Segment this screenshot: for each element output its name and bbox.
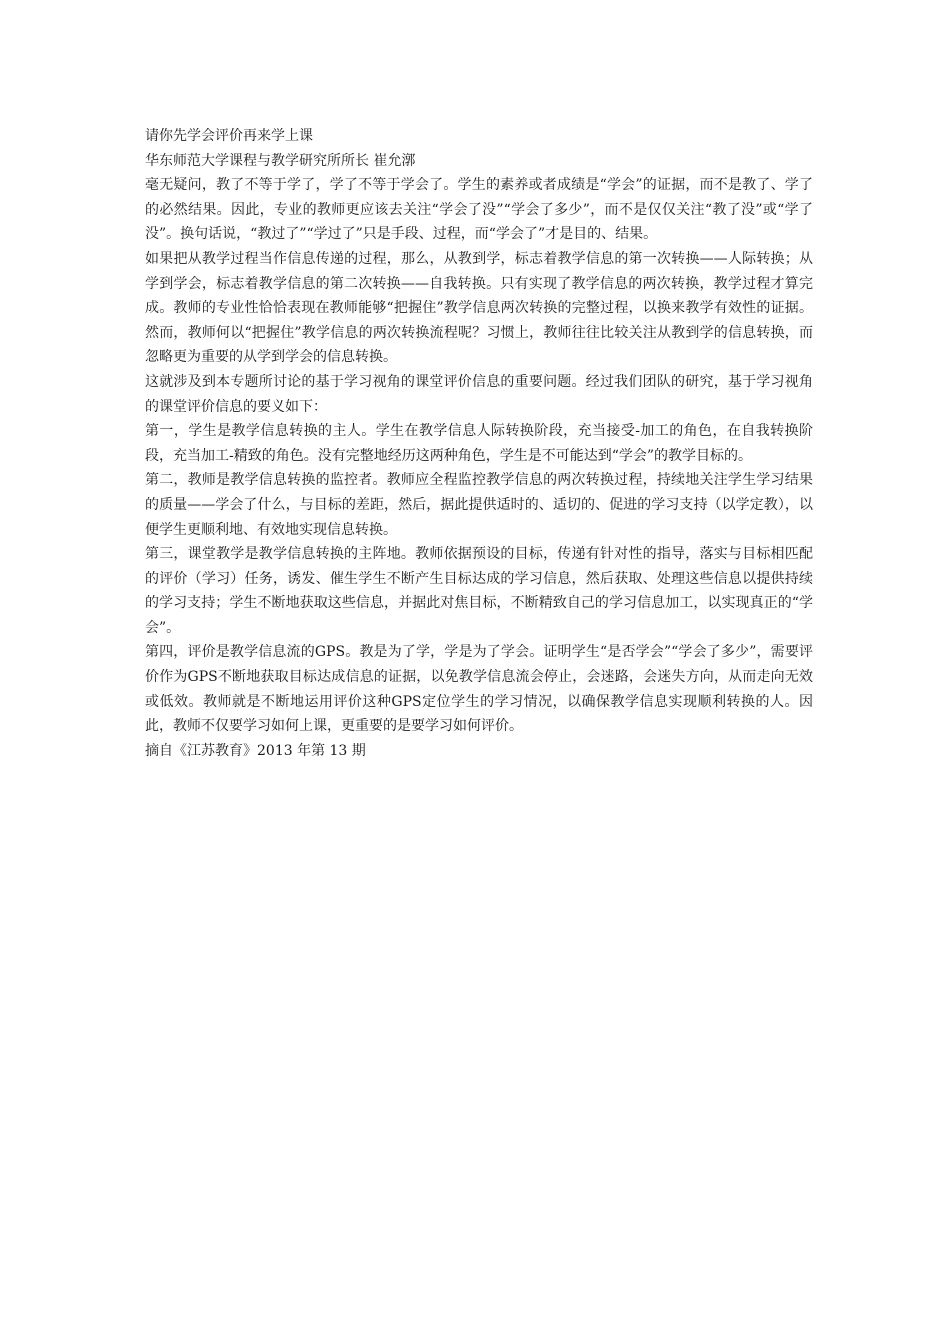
author-line: 华东师范大学课程与教学研究所所长 崔允漷 [145, 152, 416, 169]
paragraph-point-four: 第四，评价是教学信息流的GPS。教是为了学，学是为了学会。证明学生“是否学会”“学会了多少”，需要评价作为GPS不断地获取目标达成信息的证据，以免教学信息流会停止，会迷路，会迷失方向，从而走向无效或低效。教师就是不断地运用评价这种GPS定位学生的学习情况，以确保教学信息实现顺利转换的人。因此，教师不仅要学习如何上课，更重要的是要学习如何评价。 [145, 644, 813, 735]
paragraph-point-two: 第二，教师是教学信息转换的监控者。教师应全程监控教学信息的两次转换过程，持续地关注学生学习结果的质量——学会了什么，与目标的差距，然后，据此提供适时的、适切的、促进的学习支持（以学定教），以便学生更顺利地、有效地实现信息转换。 [145, 472, 813, 538]
source-citation: 摘自《江苏教育》2013 年第 13 期 [145, 742, 366, 759]
paragraph-information-transfer: 如果把从教学过程当作信息传递的过程，那么，从教到学，标志着教学信息的第一次转换——人际转换；从学到学会，标志着教学信息的第二次转换——自我转换。只有实现了教学信息的两次转换，教学过程才算完成。教师的专业性恰恰表现在教师能够“把握住”教学信息两次转换的完整过程，以换来教学有效性的证据。然而，教师何以“把握住”教学信息的两次转换流程呢？习惯上，教师往往比较关注从教到学的信息转换，而忽略更为重要的从学到学会的信息转换。 [145, 250, 813, 366]
article-body [145, 124, 813, 763]
paragraph-intro: 毫无疑问，教了不等于学了，学了不等于学会了。学生的素养或者成绩是“学会”的证据，而不是教了、学了的必然结果。因此，专业的教师更应该去关注“学会了没”“学会了多少”，而不是仅仅关注“教了没”或“学了没”。换句话说，“教过了”“学过了”只是手段、过程，而“学会了”才是目的、结果。 [145, 177, 813, 243]
paragraph-point-three: 第三，课堂教学是教学信息转换的主阵地。教师依据预设的目标，传递有针对性的指导，落实与目标相匹配的评价（学习）任务，诱发、催生学生不断产生目标达成的学习信息，然后获取、处理这些信息以提供持续的学习支持；学生不断地获取这些信息，并据此对焦目标，不断精致自己的学习信息加工，以实现真正的“学会”。 [145, 546, 813, 636]
paragraph-point-one: 第一，学生是教学信息转换的主人。学生在教学信息人际转换阶段，充当接受-加工的角色，在自我转换阶段，充当加工-精致的角色。没有完整地经历这两种角色，学生是不可能达到“学会”的教学目标的。 [145, 423, 813, 464]
article-title: 请你先学会评价再来学上课 [145, 128, 313, 144]
paragraph-topic: 这就涉及到本专题所讨论的基于学习视角的课堂评价信息的重要问题。经过我们团队的研究，基于学习视角的课堂评价信息的要义如下： [145, 373, 813, 415]
